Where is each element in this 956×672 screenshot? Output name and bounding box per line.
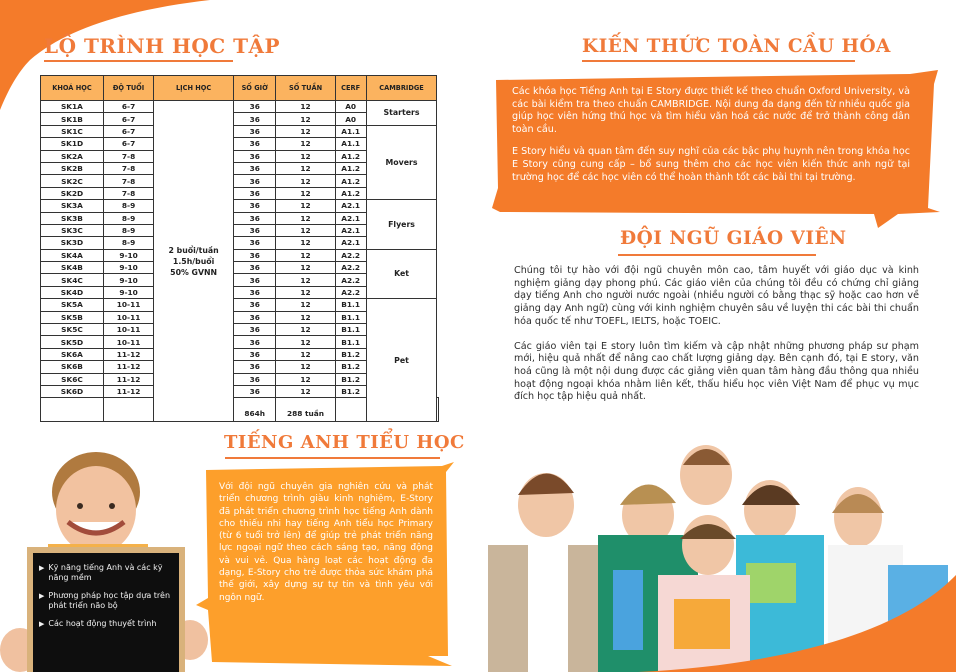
- weeks-cell: 12: [276, 361, 335, 373]
- cerf-cell: A1.2: [335, 187, 366, 199]
- right-page: [478, 0, 956, 672]
- age-cell: 11-12: [103, 348, 153, 360]
- primary-title: TIẾNG ANH TIỂU HỌC: [224, 432, 465, 453]
- hours-cell: 36: [233, 212, 275, 224]
- age-cell: 8-9: [103, 200, 153, 212]
- course-cell: SK6B: [41, 361, 104, 373]
- total-weeks-cell: 288 tuần: [276, 398, 335, 422]
- weeks-cell: 12: [276, 150, 335, 162]
- teachers-paragraph: Các giáo viên tại E story luôn tìm kiếm và cập nhật những phương pháp sư phạm mới, hiệu quả nhất để nâng cao chất lượng giảng dạy. Bên cạnh đó, tại E story, văn hoá cũng là một nội dung được các giảng viên quan tâm hàng đầu thông qua nhiều hoạt động ngoại khóa nhằm liên kết, thấu hiểu học viên Việt Nam để phục vụ mục đích học tập hiệu quả nhất.: [514, 340, 919, 403]
- primary-title-underline: [225, 457, 440, 459]
- weeks-cell: 12: [276, 138, 335, 150]
- totals-empty-cell: [437, 398, 439, 422]
- table-header-row: [41, 76, 439, 101]
- cerf-cell: A1.1: [335, 138, 366, 150]
- column-header-age: ĐỘ TUỔI: [103, 76, 153, 101]
- cerf-cell: A2.2: [335, 262, 366, 274]
- schedule-line: 2 buổi/tuần: [168, 245, 219, 255]
- chalkboard-item-text: Các hoạt động thuyết trình: [48, 619, 157, 628]
- global-title: KIẾN THỨC TOÀN CẦU HÓA: [582, 36, 891, 57]
- cambridge-level-cell: Movers: [366, 125, 437, 199]
- column-header-cambridge: CAMBRIDGE: [366, 76, 437, 101]
- global-paragraph: Các khóa học Tiếng Anh tại E Story được thiết kế theo chuẩn Oxford University, và các bài kiểm tra theo chuẩn CAMBRIDGE. Nội dung đa dạng đến từ nhiều quốc gia giúp học viên hứng thú học và tìm hiểu văn hoá các nước để trở thành công dân toàn cầu.: [512, 86, 910, 135]
- age-cell: 9-10: [103, 249, 153, 261]
- weeks-cell: 12: [276, 113, 335, 125]
- chalkboard-list: [33, 553, 179, 629]
- course-cell: SK6D: [41, 385, 104, 397]
- hours-cell: 36: [233, 324, 275, 336]
- cerf-cell: B1.2: [335, 348, 366, 360]
- course-cell: SK5A: [41, 299, 104, 311]
- column-header-cerf: CERF: [335, 76, 366, 101]
- chalkboard-item: [39, 591, 173, 611]
- roadmap-title: LỘ TRÌNH HỌC TẬP: [44, 34, 281, 58]
- age-cell: 6-7: [103, 125, 153, 137]
- course-cell: SK1D: [41, 138, 104, 150]
- column-header-schedule: LỊCH HỌC: [154, 76, 234, 101]
- global-description: [486, 78, 926, 208]
- column-header-weeks: SỐ TUẦN: [276, 76, 335, 101]
- teachers-description: [514, 265, 919, 404]
- age-cell: 7-8: [103, 162, 153, 174]
- age-cell: 9-10: [103, 286, 153, 298]
- course-cell: SK4A: [41, 249, 104, 261]
- hours-cell: 36: [233, 224, 275, 236]
- weeks-cell: 12: [276, 385, 335, 397]
- course-cell: SK2A: [41, 150, 104, 162]
- hours-cell: 36: [233, 262, 275, 274]
- totals-empty-cell: [41, 398, 104, 422]
- cambridge-level-cell: Starters: [366, 101, 437, 126]
- age-cell: 10-11: [103, 336, 153, 348]
- weeks-cell: 12: [276, 101, 335, 113]
- hours-cell: 36: [233, 101, 275, 113]
- weeks-cell: 12: [276, 187, 335, 199]
- hours-cell: 36: [233, 361, 275, 373]
- totals-empty-cell: [335, 398, 366, 422]
- cerf-cell: A1.2: [335, 150, 366, 162]
- hours-cell: 36: [233, 348, 275, 360]
- weeks-cell: 12: [276, 373, 335, 385]
- weeks-cell: 12: [276, 237, 335, 249]
- weeks-cell: 12: [276, 200, 335, 212]
- teachers-title-underline: [618, 254, 816, 256]
- hours-cell: 36: [233, 373, 275, 385]
- age-cell: 8-9: [103, 212, 153, 224]
- hours-cell: 36: [233, 249, 275, 261]
- cerf-cell: A1.2: [335, 175, 366, 187]
- hours-cell: 36: [233, 299, 275, 311]
- cerf-cell: A2.2: [335, 274, 366, 286]
- course-cell: SK4C: [41, 274, 104, 286]
- course-cell: SK1A: [41, 101, 104, 113]
- age-cell: 11-12: [103, 385, 153, 397]
- age-cell: 11-12: [103, 373, 153, 385]
- course-cell: SK2B: [41, 162, 104, 174]
- course-cell: SK4B: [41, 262, 104, 274]
- course-cell: SK2C: [41, 175, 104, 187]
- schedule-cell: [154, 101, 234, 422]
- triangle-bullet-icon: ▶: [39, 564, 45, 572]
- age-cell: 8-9: [103, 237, 153, 249]
- course-cell: SK5D: [41, 336, 104, 348]
- weeks-cell: 12: [276, 212, 335, 224]
- totals-empty-cell: [103, 398, 153, 422]
- age-cell: 9-10: [103, 274, 153, 286]
- chalkboard: [27, 547, 185, 672]
- course-cell: SK5C: [41, 324, 104, 336]
- primary-description: Với đội ngũ chuyên gia nghiên cứu và phát triển chương trình giàu kinh nghiệm, E-Story đã phát triển chương trình học tiếng Anh dành cho thiếu nhi hay tiếng Anh tiểu học Primary (từ 6 tuổi trở lên) để giúp trẻ phát triển năng lực ngoại ngữ theo cách sáng tạo, năng động và vui vẻ. Qua hàng loạt các hoạt động đa dạng, E-Story cho trẻ được thỏa sức khám phá thế giới, xây dựng sự tự tin và tình yêu với ngôn ngữ.: [219, 482, 433, 603]
- table-row: [41, 299, 439, 311]
- cerf-cell: A0: [335, 113, 366, 125]
- cerf-cell: B1.2: [335, 361, 366, 373]
- age-cell: 11-12: [103, 361, 153, 373]
- weeks-cell: 12: [276, 249, 335, 261]
- hours-cell: 36: [233, 385, 275, 397]
- weeks-cell: 12: [276, 125, 335, 137]
- table-row: [41, 125, 439, 137]
- course-cell: SK3C: [41, 224, 104, 236]
- course-cell: SK3A: [41, 200, 104, 212]
- cerf-cell: B1.1: [335, 324, 366, 336]
- total-hours-cell: 864h: [233, 398, 275, 422]
- roadmap-title-underline: [44, 60, 233, 62]
- hours-cell: 36: [233, 150, 275, 162]
- cerf-cell: B1.1: [335, 311, 366, 323]
- weeks-cell: 12: [276, 175, 335, 187]
- table-row: [41, 101, 439, 113]
- chalkboard-item: [39, 619, 173, 629]
- weeks-cell: 12: [276, 274, 335, 286]
- age-cell: 10-11: [103, 299, 153, 311]
- weeks-cell: 12: [276, 286, 335, 298]
- triangle-bullet-icon: ▶: [39, 620, 45, 628]
- cambridge-level-cell: Pet: [366, 299, 437, 422]
- age-cell: 9-10: [103, 262, 153, 274]
- course-schedule-table: [40, 75, 439, 422]
- weeks-cell: 12: [276, 336, 335, 348]
- cerf-cell: A1.2: [335, 162, 366, 174]
- course-cell: SK4D: [41, 286, 104, 298]
- cerf-cell: A2.1: [335, 224, 366, 236]
- course-cell: SK5B: [41, 311, 104, 323]
- hours-cell: 36: [233, 274, 275, 286]
- cerf-cell: A2.2: [335, 249, 366, 261]
- age-cell: 6-7: [103, 113, 153, 125]
- weeks-cell: 12: [276, 324, 335, 336]
- course-cell: SK2D: [41, 187, 104, 199]
- cerf-cell: A2.1: [335, 237, 366, 249]
- hours-cell: 36: [233, 311, 275, 323]
- age-cell: 6-7: [103, 101, 153, 113]
- hours-cell: 36: [233, 336, 275, 348]
- teachers-paragraph: Chúng tôi tự hào với đội ngũ chuyên môn cao, tâm huyết với giáo dục và kinh nghiệm giảng dạy phong phú. Các giáo viên của chúng tôi đều có chứng chỉ giảng dạy tiếng Anh cho người nước ngoài (nhiều người có bằng thạc sỹ hoặc cao hơn về giảng dạy Anh ngữ) cùng với kinh nghiệm chuyên sâu về luyện thi các bài thi chuẩn hóa quốc tế như TOEFL, IELTS, hoặc TOEIC.: [514, 265, 919, 327]
- weeks-cell: 12: [276, 162, 335, 174]
- hours-cell: 36: [233, 187, 275, 199]
- cerf-cell: A2.1: [335, 200, 366, 212]
- age-cell: 6-7: [103, 138, 153, 150]
- global-paragraph: E Story hiểu và quan tâm đến suy nghĩ của các bậc phụ huynh nên trong khóa học E Story cũng cung cấp – bổ sung thêm cho các học viên kiến thức anh ngữ tại trường học để các học viên có thể hoàn thành tốt các bài thi tại trường.: [512, 146, 910, 183]
- cambridge-level-cell: Ket: [366, 249, 437, 299]
- cambridge-level-cell: Flyers: [366, 200, 437, 250]
- teachers-title: ĐỘI NGŨ GIÁO VIÊN: [620, 228, 847, 249]
- cerf-cell: B1.2: [335, 373, 366, 385]
- cerf-cell: B1.2: [335, 385, 366, 397]
- cerf-cell: B1.1: [335, 336, 366, 348]
- weeks-cell: 12: [276, 262, 335, 274]
- chalkboard-item-text: Kỹ năng tiếng Anh và các kỹ năng mềm: [48, 563, 163, 582]
- age-cell: 10-11: [103, 324, 153, 336]
- weeks-cell: 12: [276, 348, 335, 360]
- hours-cell: 36: [233, 113, 275, 125]
- hours-cell: 36: [233, 162, 275, 174]
- hours-cell: 36: [233, 237, 275, 249]
- hours-cell: 36: [233, 138, 275, 150]
- age-cell: 7-8: [103, 175, 153, 187]
- hours-cell: 36: [233, 125, 275, 137]
- hours-cell: 36: [233, 175, 275, 187]
- age-cell: 7-8: [103, 150, 153, 162]
- age-cell: 8-9: [103, 224, 153, 236]
- course-cell: SK3B: [41, 212, 104, 224]
- course-cell: SK6C: [41, 373, 104, 385]
- age-cell: 7-8: [103, 187, 153, 199]
- hours-cell: 36: [233, 286, 275, 298]
- global-title-underline: [582, 60, 855, 62]
- weeks-cell: 12: [276, 311, 335, 323]
- hours-cell: 36: [233, 200, 275, 212]
- cerf-cell: B1.1: [335, 299, 366, 311]
- course-cell: SK3D: [41, 237, 104, 249]
- weeks-cell: 12: [276, 299, 335, 311]
- schedule-line: 1.5h/buổi: [172, 256, 215, 266]
- course-cell: SK6A: [41, 348, 104, 360]
- table-row: [41, 249, 439, 261]
- course-cell: SK1C: [41, 125, 104, 137]
- course-cell: SK1B: [41, 113, 104, 125]
- weeks-cell: 12: [276, 224, 335, 236]
- column-header-course: KHOÁ HỌC: [41, 76, 104, 101]
- cerf-cell: A2.1: [335, 212, 366, 224]
- schedule-line: 50% GVNN: [170, 267, 218, 277]
- cerf-cell: A2.2: [335, 286, 366, 298]
- triangle-bullet-icon: ▶: [39, 592, 45, 600]
- students-with-teacher-photo: [478, 435, 956, 672]
- age-cell: 10-11: [103, 311, 153, 323]
- chalkboard-item: [39, 563, 173, 583]
- column-header-hours: SỐ GIỜ: [233, 76, 275, 101]
- cerf-cell: A0: [335, 101, 366, 113]
- table-row: [41, 200, 439, 212]
- cerf-cell: A1.1: [335, 125, 366, 137]
- chalkboard-item-text: Phương pháp học tập dựa trên phát triển não bộ: [48, 591, 171, 610]
